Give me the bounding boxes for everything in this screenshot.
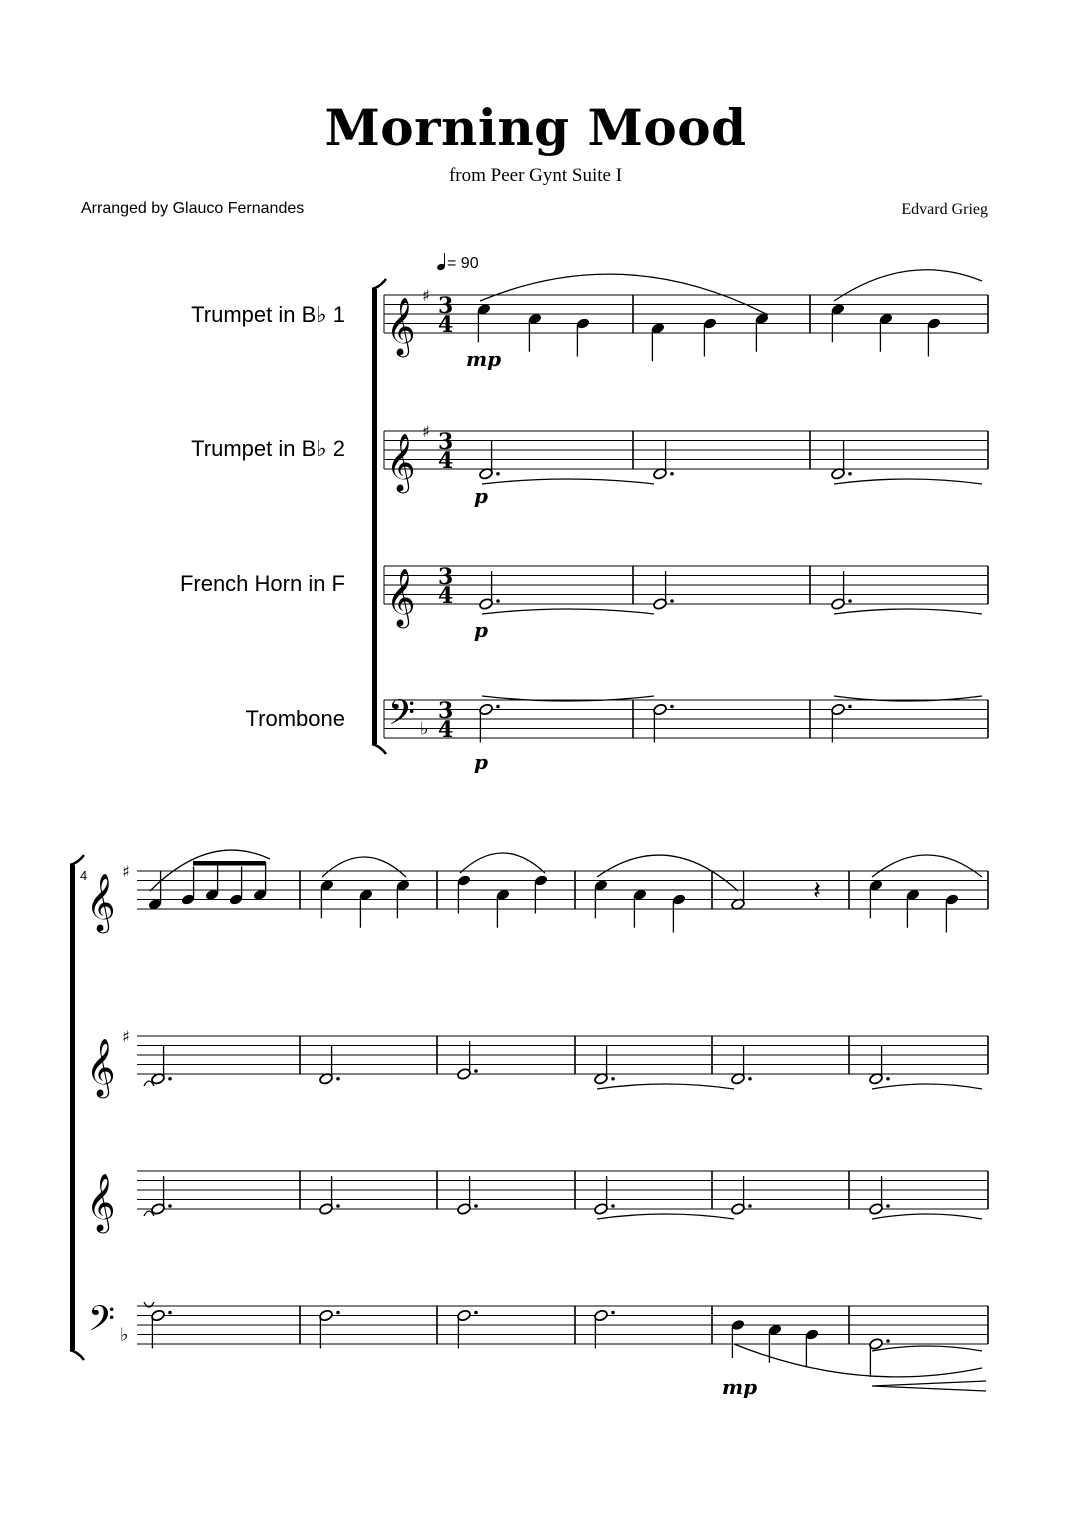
dynamic-marking: p [474,484,488,508]
augmentation-dot [886,1204,890,1208]
tie [482,609,654,614]
key-sharp: ♯ [122,862,130,881]
key-flat: ♭ [420,718,429,740]
key-sharp: ♯ [122,1027,130,1046]
phrase-slur [460,853,545,873]
augmentation-dot [611,1204,615,1208]
key-flat: ♭ [120,1324,129,1346]
tie [834,609,982,614]
treble-clef: 𝄞 [386,433,416,491]
dynamic-marking: p [474,750,488,774]
time-signature-bottom: 4 [438,448,454,474]
key-sharp: ♯ [422,286,430,305]
augmentation-dot [611,1077,615,1081]
tie [834,479,982,484]
eighth-beam [193,861,266,866]
tie [872,1214,982,1219]
piece-title: Morning Mood [324,98,747,157]
instrument-label-trumpet-1: Trumpet in B♭ 1 [191,302,345,327]
bass-clef: 𝄢 [388,692,416,741]
augmentation-dot [886,1339,890,1343]
measure-number: 4 [80,868,88,883]
bass-clef: 𝄢 [88,1298,116,1347]
system-bracket [372,289,377,744]
treble-clef: 𝄞 [386,297,416,355]
time-signature-bottom: 4 [438,717,454,743]
augmentation-dot [848,599,852,603]
augmentation-dot [670,599,674,603]
treble-clef: 𝄞 [86,1038,116,1096]
tie [597,1214,734,1219]
augmentation-dot [168,1311,172,1315]
augmentation-dot [168,1077,172,1081]
instrument-label-trumpet-2: Trumpet in B♭ 2 [191,436,345,461]
system-bracket [70,865,75,1350]
phrase-slur [597,855,738,891]
dynamic-marking: mp [466,347,502,371]
augmentation-dot [748,1077,752,1081]
augmentation-dot [670,472,674,476]
bracket-hook-bottom [372,744,386,754]
staff-lines [137,295,988,1344]
augmentation-dot [670,705,674,709]
tie [482,479,654,484]
augmentation-dot [611,1311,615,1315]
instrument-label-trombone: Trombone [245,706,345,731]
augmentation-dot [168,1204,172,1208]
decrescendo-hairpin [872,1381,986,1391]
augmentation-dot [496,599,500,603]
time-signature-bottom: 4 [438,312,454,338]
augmentation-dot [474,1204,478,1208]
treble-clef: 𝄞 [86,1173,116,1231]
phrase-slur [834,270,982,301]
tie [872,1084,982,1089]
augmentation-dot [336,1077,340,1081]
time-signature-top: 3 [438,429,454,455]
time-signature-top: 3 [438,698,454,724]
augmentation-dot [748,1204,752,1208]
dynamic-marking: mp [722,1375,758,1399]
bracket-hook-top [372,279,386,289]
time-signature-top: 3 [438,293,454,319]
augmentation-dot [886,1077,890,1081]
instrument-label-french-horn: French Horn in F [179,571,345,596]
piece-subtitle: from Peer Gynt Suite I [448,165,623,186]
tie [597,1084,734,1089]
bracket-hook-top [70,855,84,865]
time-signature-bottom: 4 [438,583,454,609]
augmentation-dot [496,705,500,709]
treble-clef: 𝄞 [86,873,116,931]
augmentation-dot [848,472,852,476]
dynamic-marking: p [474,618,488,642]
augmentation-dot [474,1311,478,1315]
notation [70,270,988,1399]
phrase-slur [734,1344,982,1377]
tempo-value: = 90 [447,255,479,272]
tie [872,1346,982,1351]
treble-clef: 𝄞 [386,568,416,626]
augmentation-dot [336,1311,340,1315]
phrase-slur [322,857,406,877]
quarter-rest: 𝄽 [813,876,821,906]
phrase-slur [872,855,982,877]
augmentation-dot [336,1204,340,1208]
augmentation-dot [496,472,500,476]
composer-credit: Edvard Grieg [901,201,988,218]
augmentation-dot [848,705,852,709]
key-sharp: ♯ [422,422,430,441]
bracket-hook-bottom [70,1350,84,1360]
augmentation-dot [474,1069,478,1073]
arranger-credit: Arranged by Glauco Fernandes [81,200,305,217]
time-signature-top: 3 [438,564,454,590]
